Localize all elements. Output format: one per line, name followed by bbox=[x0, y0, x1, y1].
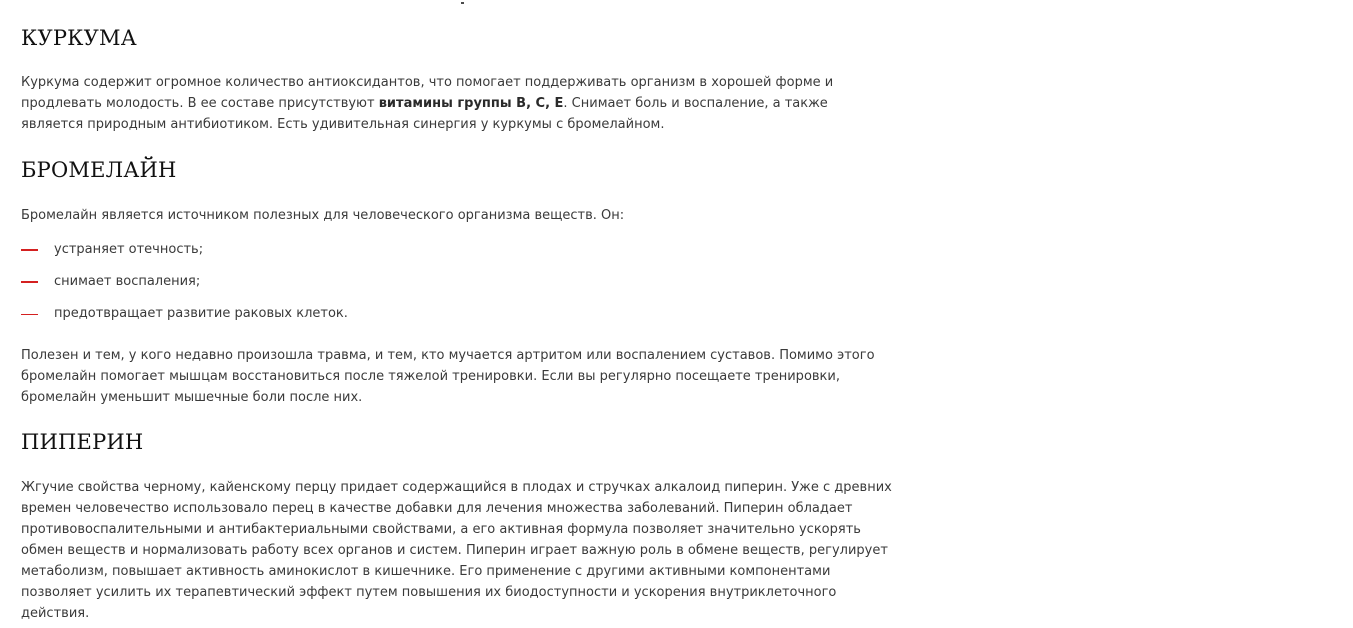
section-title-turmeric: КУРКУМА bbox=[21, 26, 137, 50]
bromelain-paragraph: Полезен и тем, у кого недавно произошла травма, и тем, кто мучается артритом или воспалением суставов. Помимо этого бромелайн помогает мышцам восстановиться после тяжелой тренировки. Если вы регулярно посещаете тренировки, бромелайн уменьшит мышечные боли после них. bbox=[21, 348, 875, 405]
bromelain-intro: Бромелайн является источником полезных для человеческого организма веществ. Он: bbox=[21, 208, 625, 223]
turmeric-vitamins-bold: витамины группы B, C, E bbox=[378, 96, 564, 111]
red-dash-bullet bbox=[21, 281, 38, 283]
section-title-bromelain: БРОМЕЛАЙН bbox=[21, 158, 177, 182]
clipped-text-remnant bbox=[461, 0, 521, 4]
turmeric-text-start: Куркума содержит огромное количество антиоксидантов, что помогает поддерживать организм в хорошей форме и продлевать молодость. В ее составе присутствуют bbox=[21, 75, 834, 111]
turmeric-text-end: . Снимает боль и воспаление, а также является природным антибиотиком. Есть удивительная синергия у куркумы с бромелайном. bbox=[21, 96, 828, 132]
section-title-piperine: ПИПЕРИН bbox=[21, 430, 144, 454]
red-dash-bullet bbox=[21, 314, 38, 315]
list-item-text: устраняет отечность; bbox=[54, 242, 204, 257]
list-item-text: предотвращает развитие раковых клеток. bbox=[54, 306, 348, 321]
piperine-paragraph: Жгучие свойства черному, кайенскому перцу придает содержащийся в плодах и стручках алкалоид пиперин. Уже с древних времен человечество использовало перец в качестве добавки для лечения множества заболеваний. Пиперин обладает противовоспалительными и антибактериальными свойствами, а его активная формула позволяет значительно ускорять обмен веществ и нормализовать работу всех органов и систем. Пиперин играет важную роль в обмене веществ, регулирует метаболизм, повышает активность аминокислот в кишечнике. Его применение с другими активными компонентами позволяет усилить их терапевтический эффект путем повышения их биодоступности и ускорения внутриклеточного действия. bbox=[21, 480, 892, 621]
list-item-text: снимает воспаления; bbox=[54, 274, 201, 289]
turmeric-paragraph bbox=[21, 72, 876, 135]
red-dash-bullet bbox=[21, 249, 38, 251]
